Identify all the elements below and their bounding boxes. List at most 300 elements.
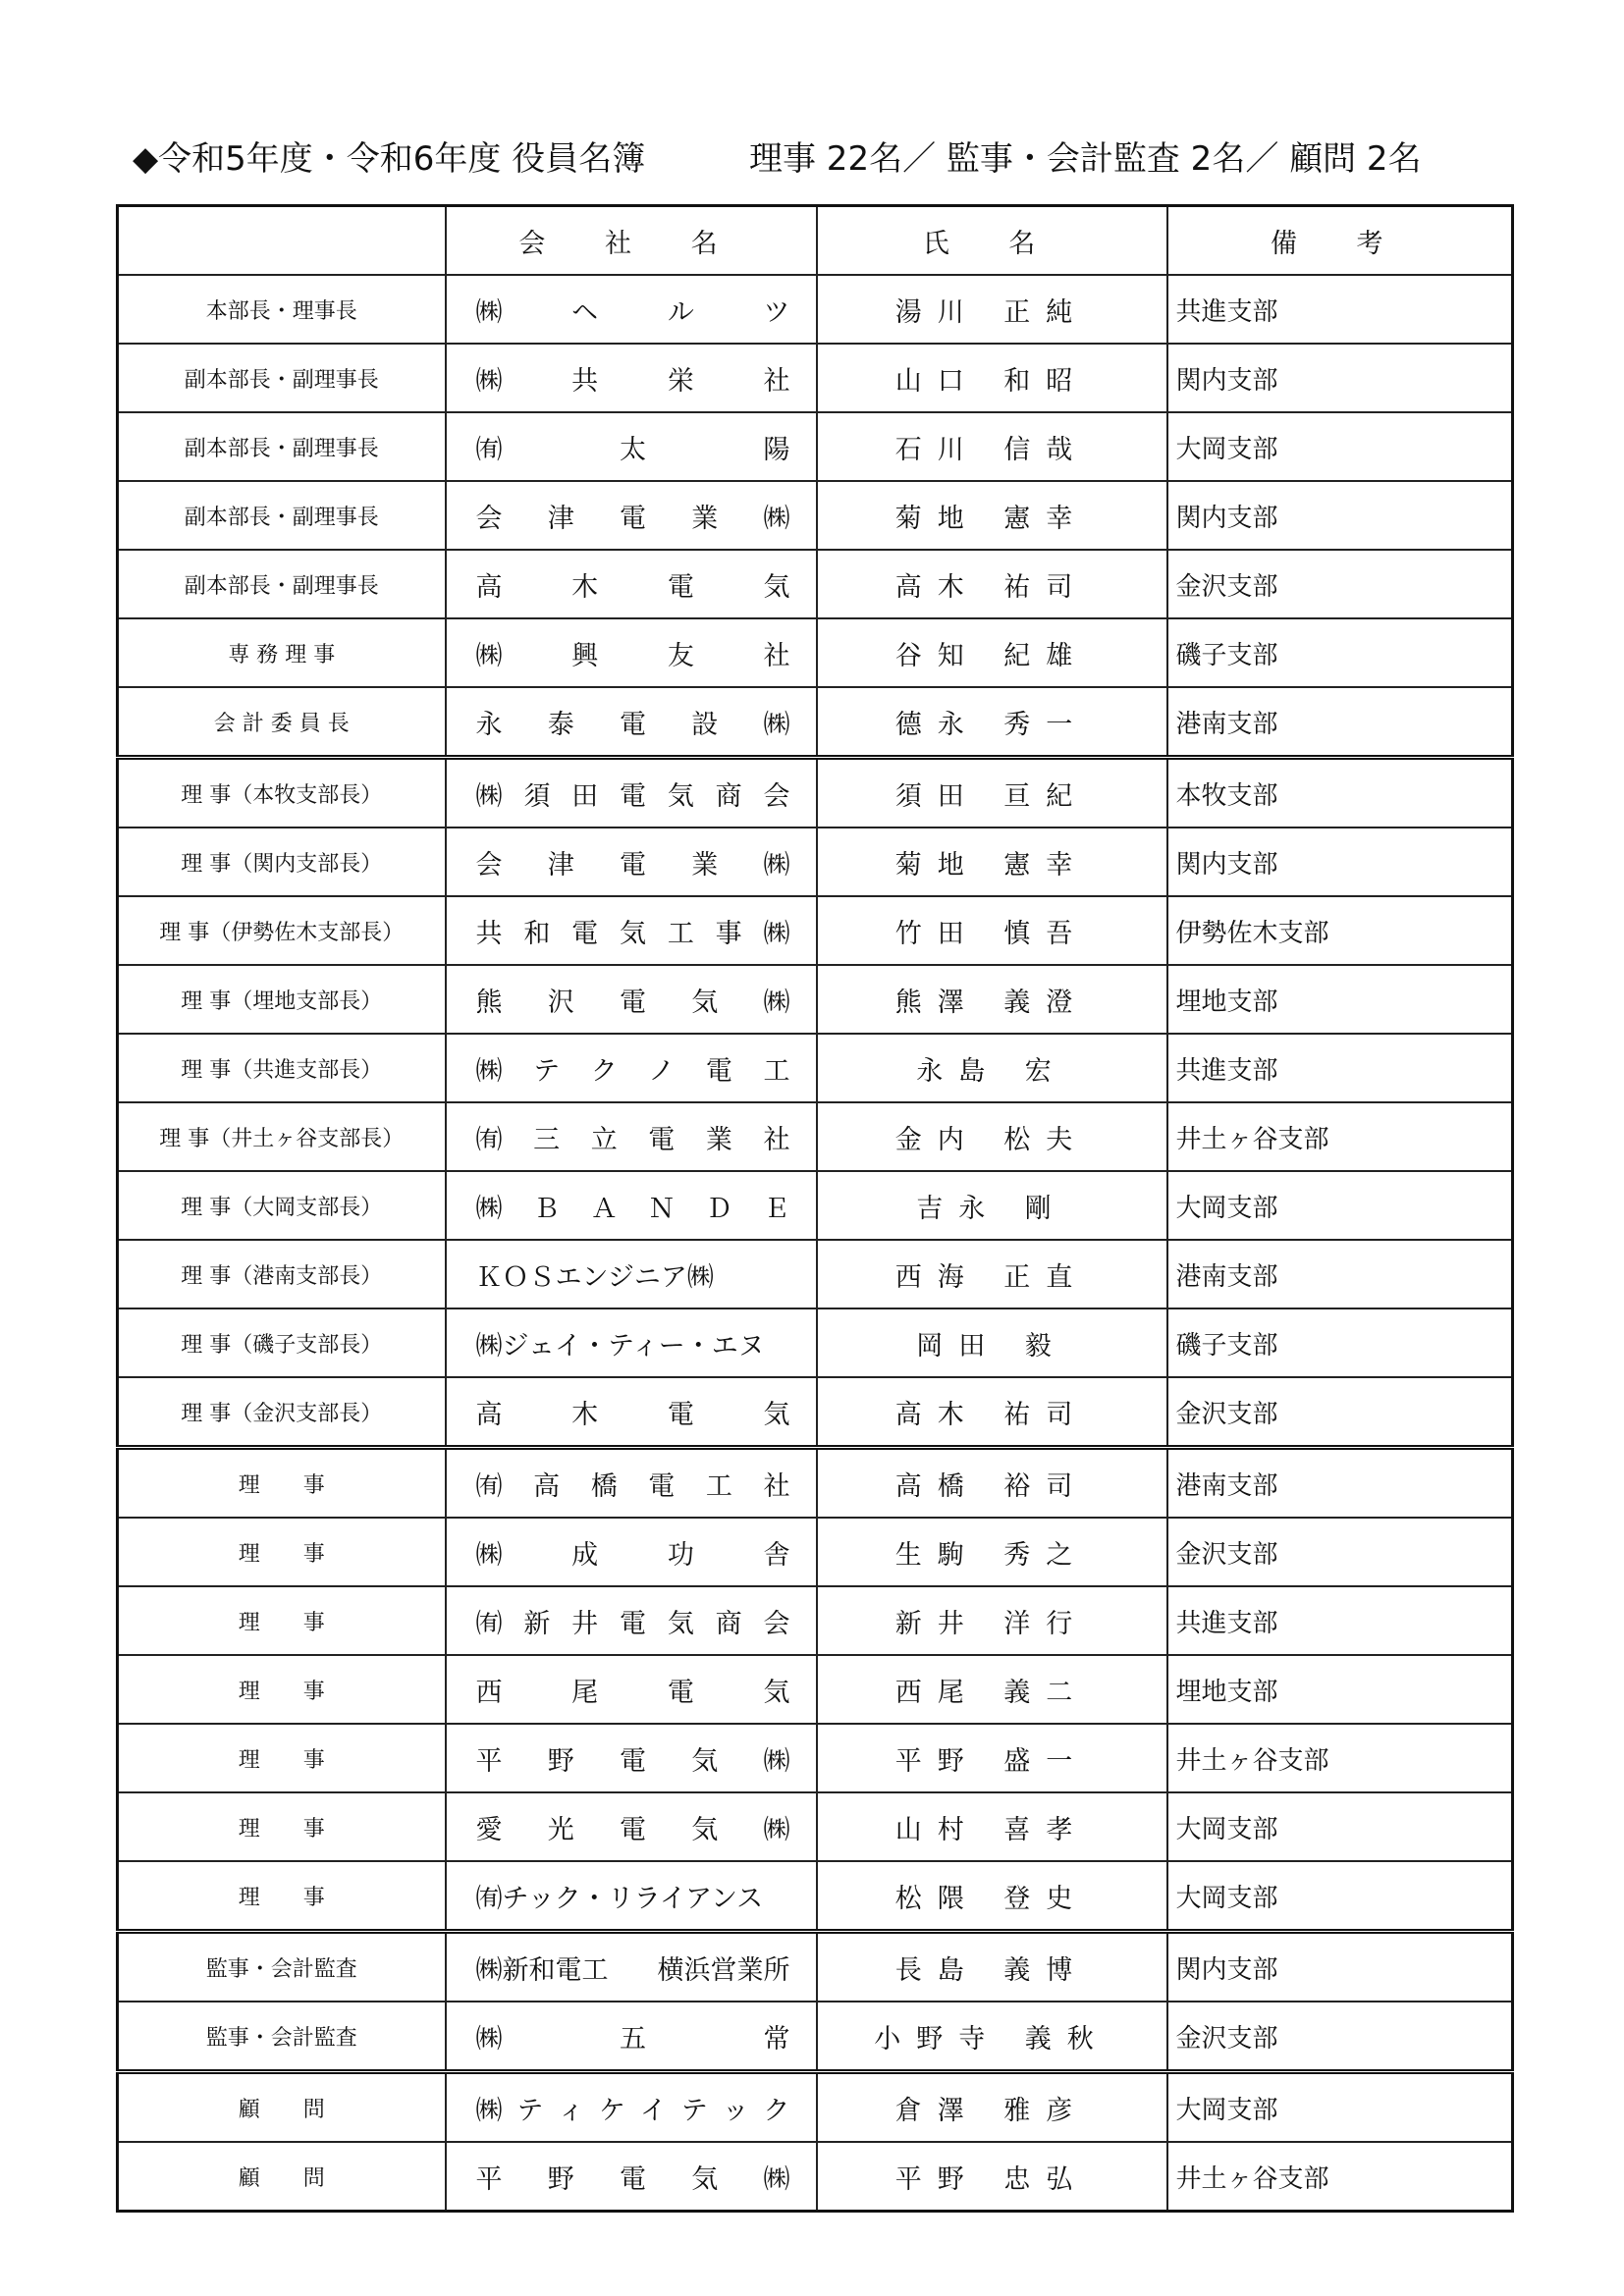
company-name-part: 電	[620, 1814, 646, 1845]
page-title: ◆令和5年度・令和6年度 役員名簿	[133, 139, 646, 179]
company-name-part: 五	[620, 2023, 646, 2055]
cell-person-name: 谷知 紀雄	[817, 618, 1167, 687]
company-name-part: 気	[619, 918, 646, 949]
company-name-part: 気	[691, 1814, 719, 1845]
cell-person-name: 高橋 裕司	[817, 1448, 1167, 1519]
company-name-part: Ｄ	[705, 1193, 732, 1224]
company-name	[476, 774, 790, 813]
cell-remarks-branch: 港南支部	[1167, 687, 1513, 758]
company-name-part: 井	[571, 1608, 599, 1639]
table-row	[118, 2142, 1513, 2212]
cell-role: 副本部長・副理事長	[118, 412, 446, 481]
cell-company	[446, 1102, 817, 1171]
company-name-part: テ	[533, 1055, 561, 1087]
company-name-part: 津	[547, 849, 574, 881]
company-name-part: Ｅ	[763, 1193, 790, 1224]
company-name	[476, 634, 790, 672]
company-name-part: 社	[763, 1124, 790, 1155]
company-name-part: 電	[619, 1608, 646, 1639]
company-name	[476, 703, 790, 741]
company-name	[476, 428, 790, 466]
company-name-part: 須	[523, 780, 551, 812]
cell-role: 副本部長・副理事長	[118, 344, 446, 412]
company-name-part: 電	[619, 780, 646, 812]
roster-body	[118, 275, 1513, 2212]
company-name-part: 気	[763, 1399, 790, 1430]
company-name-part: 電	[620, 503, 646, 534]
company-name	[476, 2017, 790, 2056]
cell-company	[446, 1586, 817, 1655]
cell-person-name: 熊澤 義澄	[817, 965, 1167, 1034]
company-name	[476, 1324, 790, 1362]
company-name-part: ㈱	[763, 918, 790, 949]
company-name	[476, 981, 790, 1019]
company-name-part: 電	[620, 1745, 646, 1777]
page-header	[133, 128, 1507, 187]
cell-company	[446, 1792, 817, 1861]
company-name	[476, 1255, 790, 1294]
cell-person-name: 菊地 憲幸	[817, 828, 1167, 896]
cell-person-name: 平野 盛一	[817, 1724, 1167, 1792]
company-name-part: 設	[691, 709, 719, 740]
cell-remarks-branch: 共進支部	[1167, 1586, 1513, 1655]
company-name-part: 業	[705, 1124, 732, 1155]
cell-person-name: 永島 宏	[817, 1034, 1167, 1102]
cell-person-name: 竹田 慎吾	[817, 896, 1167, 965]
cell-remarks-branch: 磯子支部	[1167, 1308, 1513, 1377]
cell-role: 副本部長・副理事長	[118, 481, 446, 550]
company-name-part: 興	[571, 640, 599, 671]
company-name-part: 平	[475, 2163, 503, 2195]
company-name-part: 気	[691, 987, 719, 1018]
company-name-part: ㈲	[475, 1608, 503, 1639]
company-name-part: 栄	[667, 365, 694, 397]
company-name-part: イ	[639, 2095, 667, 2126]
cell-person-name: 長島 義博	[817, 1932, 1167, 2002]
company-name-part: ㈲	[475, 434, 503, 465]
table-row	[118, 618, 1513, 687]
company-name-part: 社	[763, 365, 790, 397]
company-name-part: 電	[620, 709, 646, 740]
cell-role: 理 事（港南支部長）	[118, 1240, 446, 1308]
company-name-part: ㈲	[475, 1124, 503, 1155]
cell-person-name: 德永 秀一	[817, 687, 1167, 758]
table-row	[118, 896, 1513, 965]
cell-remarks-branch: 共進支部	[1167, 275, 1513, 344]
cell-remarks-branch: 井土ヶ谷支部	[1167, 1724, 1513, 1792]
company-name-part: 電	[705, 1055, 732, 1087]
company-name-part: 田	[571, 780, 599, 812]
cell-remarks-branch: 金沢支部	[1167, 550, 1513, 618]
cell-role: 本部長・理事長	[118, 275, 446, 344]
company-name	[476, 1533, 790, 1572]
cell-company	[446, 1932, 817, 2002]
cell-remarks-branch: 金沢支部	[1167, 1377, 1513, 1448]
cell-role: 監事・会計監査	[118, 1932, 446, 2002]
table-row	[118, 758, 1513, 828]
company-name-part: ㈱	[763, 987, 790, 1018]
company-name-part: 太	[620, 434, 646, 465]
company-name-part: 津	[547, 503, 574, 534]
cell-remarks-branch: 大岡支部	[1167, 1171, 1513, 1240]
cell-person-name: 新井 洋行	[817, 1586, 1167, 1655]
company-name-part: 木	[571, 1399, 599, 1430]
company-name-part: 友	[667, 640, 694, 671]
company-name-part: ツ	[763, 296, 790, 328]
cell-role: 監事・会計監査	[118, 2002, 446, 2072]
cell-person-name: 菊地 憲幸	[817, 481, 1167, 550]
cell-company	[446, 1861, 817, 1932]
company-name-part: ㈱	[475, 296, 503, 328]
table-row	[118, 550, 1513, 618]
cell-remarks-branch: 大岡支部	[1167, 412, 1513, 481]
cell-role: 顧 問	[118, 2142, 446, 2212]
cell-person-name: 山村 喜孝	[817, 1792, 1167, 1861]
cell-company	[446, 828, 817, 896]
cell-company	[446, 2002, 817, 2072]
table-row	[118, 1102, 1513, 1171]
company-name-part: 気	[763, 571, 790, 603]
company-name-part: 業	[691, 849, 719, 881]
table-row	[118, 1308, 1513, 1377]
company-name-part: 常	[763, 2023, 790, 2055]
company-name-part: ッ	[722, 2095, 749, 2126]
cell-person-name: 平野 忠弘	[817, 2142, 1167, 2212]
company-name	[476, 912, 790, 950]
company-name-part: 電	[620, 2163, 646, 2195]
company-name-part: ィ	[558, 2095, 585, 2126]
company-name-part: 三	[533, 1124, 561, 1155]
company-name-part: ク	[590, 1055, 618, 1087]
company-name-part: 野	[547, 1745, 574, 1777]
cell-company	[446, 1308, 817, 1377]
cell-person-name: 小野寺 義秋	[817, 2002, 1167, 2072]
company-name-part: 工	[667, 918, 694, 949]
company-name-part: ㈱新和電工	[475, 1954, 609, 1986]
cell-role: 理 事	[118, 1861, 446, 1932]
company-name-part: 高	[475, 571, 503, 603]
cell-role: 理 事	[118, 1792, 446, 1861]
cell-remarks-branch: 磯子支部	[1167, 618, 1513, 687]
company-name-part: 工	[705, 1470, 732, 1502]
cell-role: 理 事（金沢支部長）	[118, 1377, 446, 1448]
cell-person-name: 石川 信哉	[817, 412, 1167, 481]
company-name	[476, 1877, 790, 1915]
company-name-part: 愛	[475, 1814, 503, 1845]
cell-person-name: 西尾 義二	[817, 1655, 1167, 1724]
cell-remarks-branch: 埋地支部	[1167, 1655, 1513, 1724]
cell-company	[446, 618, 817, 687]
cell-remarks-branch: 金沢支部	[1167, 1518, 1513, 1586]
company-name-part: Ａ	[590, 1193, 618, 1224]
cell-remarks-branch: 金沢支部	[1167, 2002, 1513, 2072]
company-name-part: 事	[715, 918, 742, 949]
table-row	[118, 1655, 1513, 1724]
company-name-part: 社	[763, 1470, 790, 1502]
cell-role: 会 計 委 員 長	[118, 687, 446, 758]
table-row	[118, 1240, 1513, 1308]
cell-role: 理 事（関内支部長）	[118, 828, 446, 896]
column-header-name: 氏 名	[817, 206, 1167, 276]
company-name-part: 商	[715, 1608, 742, 1639]
company-name-part: 木	[571, 571, 599, 603]
company-name-part: 気	[667, 780, 694, 812]
company-name-part: ㈲	[475, 1470, 503, 1502]
company-name-part: 工	[763, 1055, 790, 1087]
company-name-part: ㈱	[763, 849, 790, 881]
company-name-part: 気	[691, 2163, 719, 2195]
cell-person-name: 生駒 秀之	[817, 1518, 1167, 1586]
company-name-part: 気	[763, 1677, 790, 1708]
cell-company	[446, 344, 817, 412]
company-name-part: 会	[763, 780, 790, 812]
company-name	[476, 1949, 790, 1987]
company-name-part: 熊	[475, 987, 503, 1018]
cell-person-name: 山口 和昭	[817, 344, 1167, 412]
cell-role: 理 事	[118, 1586, 446, 1655]
cell-person-name: 吉永 剛	[817, 1171, 1167, 1240]
cell-remarks-branch: 港南支部	[1167, 1240, 1513, 1308]
company-name-part: ㈱	[475, 640, 503, 671]
table-row	[118, 344, 1513, 412]
company-name	[476, 1465, 790, 1503]
cell-remarks-branch: 大岡支部	[1167, 1861, 1513, 1932]
company-name	[476, 2089, 790, 2127]
cell-role: 副本部長・副理事長	[118, 550, 446, 618]
company-name-part: ㈲チック・リライアンス	[475, 1883, 764, 1914]
company-name-part: 会	[763, 1608, 790, 1639]
company-name-part: 陽	[763, 434, 790, 465]
company-name	[476, 1671, 790, 1709]
company-name-part: テ	[680, 2095, 708, 2126]
company-name-part: ㈱	[475, 2023, 503, 2055]
table-row	[118, 1932, 1513, 2002]
company-name-part: 電	[620, 987, 646, 1018]
table-row	[118, 2002, 1513, 2072]
cell-company	[446, 1240, 817, 1308]
cell-person-name: 松隈 登史	[817, 1861, 1167, 1932]
cell-role: 理 事	[118, 1724, 446, 1792]
company-name-part: ㈱	[763, 1745, 790, 1777]
company-name	[476, 291, 790, 329]
company-name-part: ル	[667, 296, 694, 328]
company-name-part: 光	[547, 1814, 574, 1845]
cell-role: 理 事（本牧支部長）	[118, 758, 446, 828]
company-name-part: ㈱	[475, 1539, 503, 1571]
company-name-part: ㈱	[475, 780, 503, 812]
table-row	[118, 828, 1513, 896]
company-name-part: 電	[648, 1124, 676, 1155]
company-name-part: ノ	[648, 1055, 676, 1087]
cell-role: 理 事（伊勢佐木支部長）	[118, 896, 446, 965]
table-row	[118, 1377, 1513, 1448]
company-name-part: ㈱	[475, 365, 503, 397]
table-row	[118, 687, 1513, 758]
company-name-part: ㈱	[763, 1814, 790, 1845]
company-name	[476, 565, 790, 604]
cell-role: 理 事（磯子支部長）	[118, 1308, 446, 1377]
cell-company	[446, 687, 817, 758]
company-name-part: ケ	[599, 2095, 626, 2126]
company-name	[476, 1118, 790, 1156]
company-name-part: 気	[667, 1608, 694, 1639]
cell-company	[446, 1171, 817, 1240]
company-name	[476, 497, 790, 535]
company-name-part: 会	[475, 503, 503, 534]
cell-company	[446, 550, 817, 618]
cell-role: 理 事	[118, 1448, 446, 1519]
company-name-part: ㈱	[475, 2095, 503, 2126]
cell-company	[446, 2072, 817, 2143]
company-name-part: 社	[763, 640, 790, 671]
cell-remarks-branch: 大岡支部	[1167, 1792, 1513, 1861]
company-name-part: 電	[620, 849, 646, 881]
cell-company	[446, 965, 817, 1034]
cell-role: 専 務 理 事	[118, 618, 446, 687]
company-name	[476, 1187, 790, 1225]
company-name-part: ㈱	[763, 503, 790, 534]
cell-role: 理 事	[118, 1655, 446, 1724]
cell-person-name: 須田 亘紀	[817, 758, 1167, 828]
company-name-part: 舎	[763, 1539, 790, 1571]
column-header-role	[118, 206, 446, 276]
table-row	[118, 1724, 1513, 1792]
company-name-part: 功	[667, 1539, 694, 1571]
company-name-part: ㈱	[475, 1193, 503, 1224]
company-name-part: 会	[475, 849, 503, 881]
company-name-part: 尾	[571, 1677, 599, 1708]
cell-person-name: 岡田 毅	[817, 1308, 1167, 1377]
company-name-part: ㈱	[763, 2163, 790, 2195]
company-name-part: 電	[667, 1677, 694, 1708]
company-name	[476, 359, 790, 398]
cell-remarks-branch: 港南支部	[1167, 1448, 1513, 1519]
table-row	[118, 275, 1513, 344]
cell-company	[446, 758, 817, 828]
cell-remarks-branch: 関内支部	[1167, 481, 1513, 550]
company-name-part: ク	[763, 2095, 790, 2126]
company-name-part: 立	[590, 1124, 618, 1155]
cell-company	[446, 1655, 817, 1724]
company-name-part: 横浜営業所	[657, 1954, 790, 1986]
company-name-part: 電	[667, 571, 694, 603]
table-row	[118, 1586, 1513, 1655]
cell-company	[446, 275, 817, 344]
company-name-part: 電	[648, 1470, 676, 1502]
company-name-part: 商	[715, 780, 742, 812]
cell-person-name: 金内 松夫	[817, 1102, 1167, 1171]
cell-role: 理 事（大岡支部長）	[118, 1171, 446, 1240]
company-name-part: Ｂ	[533, 1193, 561, 1224]
company-name-part: ㈱ジェイ・ティー・エヌ	[475, 1330, 765, 1362]
table-row	[118, 412, 1513, 481]
company-name-part: 平	[475, 1745, 503, 1777]
company-name	[476, 1393, 790, 1431]
column-header-remarks: 備 考	[1167, 206, 1513, 276]
cell-role: 理 事（共進支部長）	[118, 1034, 446, 1102]
cell-remarks-branch: 埋地支部	[1167, 965, 1513, 1034]
cell-person-name: 高木 祐司	[817, 1377, 1167, 1448]
company-name-part: テ	[516, 2095, 544, 2126]
cell-remarks-branch: 大岡支部	[1167, 2072, 1513, 2143]
company-name-part: 和	[523, 918, 551, 949]
cell-company	[446, 1518, 817, 1586]
member-counts: 理事 22名／ 監事・会計監査 2名／ 顧問 2名	[749, 139, 1422, 179]
company-name-part: 野	[547, 2163, 574, 2195]
company-name-part: 高	[475, 1399, 503, 1430]
table-row	[118, 1448, 1513, 1519]
cell-remarks-branch: 本牧支部	[1167, 758, 1513, 828]
company-name-part: ㈱	[475, 1055, 503, 1087]
cell-company	[446, 1034, 817, 1102]
company-name-part: 泰	[547, 709, 574, 740]
cell-company	[446, 412, 817, 481]
cell-company	[446, 896, 817, 965]
cell-remarks-branch: 井土ヶ谷支部	[1167, 1102, 1513, 1171]
company-name-part: ヘ	[571, 296, 599, 328]
company-name	[476, 1808, 790, 1846]
table-row	[118, 1171, 1513, 1240]
column-header-company: 会 社 名	[446, 206, 817, 276]
cell-company	[446, 1448, 817, 1519]
cell-person-name: 西海 正直	[817, 1240, 1167, 1308]
company-name-part: Ｎ	[648, 1193, 676, 1224]
company-name	[476, 843, 790, 881]
company-name-part: 電	[667, 1399, 694, 1430]
cell-role: 顧 問	[118, 2072, 446, 2143]
cell-remarks-branch: 関内支部	[1167, 1932, 1513, 2002]
company-name-part: 共	[571, 365, 599, 397]
table-row	[118, 481, 1513, 550]
company-name-part: ㈱	[763, 709, 790, 740]
cell-company	[446, 2142, 817, 2212]
cell-company	[446, 1377, 817, 1448]
cell-remarks-branch: 関内支部	[1167, 828, 1513, 896]
company-name	[476, 1049, 790, 1088]
company-name-part: 西	[475, 1677, 503, 1708]
company-name-part: 気	[691, 1745, 719, 1777]
table-row	[118, 1518, 1513, 1586]
company-name-part: 新	[523, 1608, 551, 1639]
table-row	[118, 1861, 1513, 1932]
cell-role: 理 事（埋地支部長）	[118, 965, 446, 1034]
company-name	[476, 1602, 790, 1640]
company-name-part: 共	[475, 918, 503, 949]
table-row	[118, 965, 1513, 1034]
cell-role: 理 事	[118, 1518, 446, 1586]
company-name-part: 橋	[590, 1470, 618, 1502]
company-name-part: 高	[533, 1470, 561, 1502]
cell-person-name: 高木 祐司	[817, 550, 1167, 618]
table-row	[118, 1034, 1513, 1102]
cell-person-name: 湯川 正純	[817, 275, 1167, 344]
table-row	[118, 1792, 1513, 1861]
company-name-part: ＫＯＳエンジニア㈱	[475, 1261, 714, 1293]
company-name-part: 電	[571, 918, 599, 949]
cell-role: 理 事（井土ヶ谷支部長）	[118, 1102, 446, 1171]
company-name-part: 沢	[547, 987, 574, 1018]
table-row	[118, 2072, 1513, 2143]
company-name-part: 成	[571, 1539, 599, 1571]
company-name-part: 業	[691, 503, 719, 534]
company-name	[476, 2158, 790, 2196]
table-header-row	[118, 206, 1513, 276]
cell-person-name: 倉澤 雅彦	[817, 2072, 1167, 2143]
cell-remarks-branch: 関内支部	[1167, 344, 1513, 412]
officer-roster-table	[116, 204, 1514, 2213]
cell-company	[446, 481, 817, 550]
company-name-part: 永	[475, 709, 503, 740]
